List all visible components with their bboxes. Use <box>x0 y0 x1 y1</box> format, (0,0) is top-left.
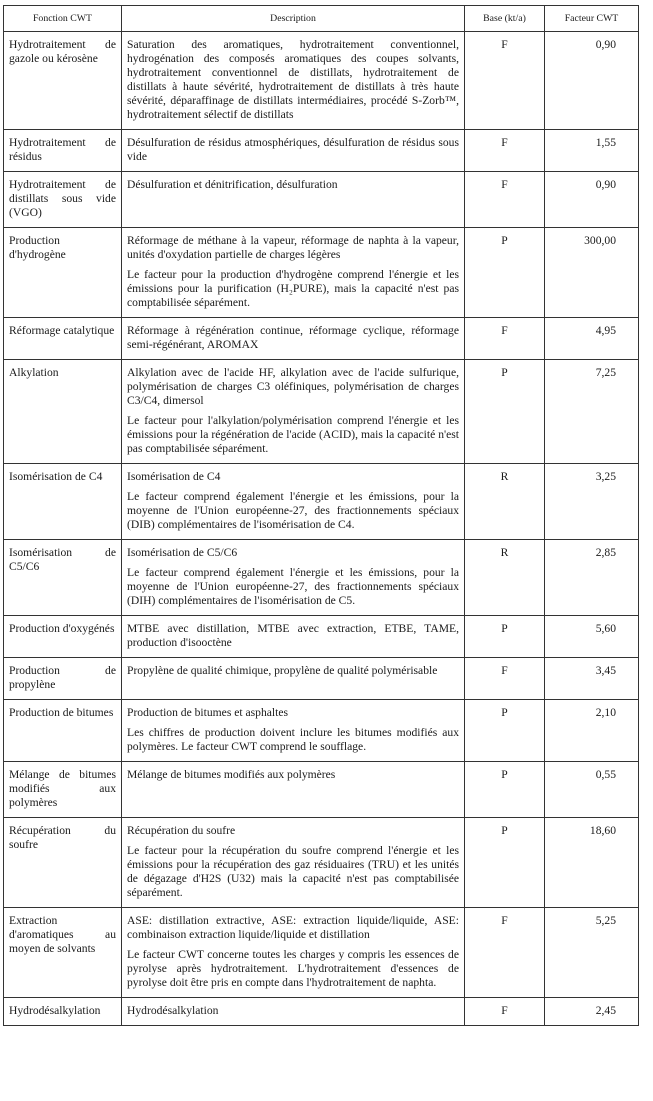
table-row <box>4 762 639 818</box>
description-paragraph: Mélange de bitumes modifiés aux polymères <box>127 768 336 781</box>
base-cell: F <box>465 658 545 700</box>
description-paragraph: Les chiffres de production doivent inclure les bitumes modifiés aux polymères. Le facteur CWT comprend le soufflage. <box>127 726 459 753</box>
base-cell: P <box>465 818 545 908</box>
base-cell: F <box>465 172 545 228</box>
cwt-function-cell: Hydrotraitement de gazole ou kérosène <box>4 32 122 130</box>
description-paragraph: Saturation des aromatiques, hydrotraitement conventionnel, hydrogénation des composés aromatiques des coupes solvants, hydrotraitement conventionnel de distillats, hydrotraitement de distillats à haute sévérité, hydrotraitement de distillats à très haute sévérité, déparaffinage de distillats intermédiaires, procédé S-Zorb™, hydrotraitement sélectif de distillats <box>127 38 459 121</box>
description-paragraph: Isomérisation de C4 <box>127 470 221 483</box>
description-paragraph: Le facteur pour l'alkylation/polymérisation comprend l'énergie et les émissions pour la régénération de l'acide (ACID), mais la capacité n'est pas comptabilisée séparément. <box>127 414 459 455</box>
table-header <box>4 6 639 32</box>
table-row <box>4 228 639 318</box>
description-paragraph: Le facteur comprend également l'énergie et les émissions, pour la moyenne de l'Union européenne-27, des fractionnements spéciaux (DIB) complémentaires de l'isomérisation de C4. <box>127 490 459 531</box>
cwt-function-cell: Isomérisation de C5/C6 <box>4 540 122 616</box>
table-row <box>4 540 639 616</box>
header-base: Base (kt/a) <box>465 6 545 32</box>
table-row <box>4 130 639 172</box>
description-paragraph: Le facteur pour la production d'hydrogène comprend l'énergie et les émissions pour la purification (H₂PURE), mais la capacité n'est pas comptabilisée séparément. <box>127 268 459 309</box>
header-factor: Facteur CWT <box>545 6 639 32</box>
cwt-factor-cell: 7,25 <box>545 360 639 464</box>
base-cell: P <box>465 616 545 658</box>
description-cell <box>122 360 465 464</box>
cwt-factor-cell: 1,55 <box>545 130 639 172</box>
cwt-factor-cell: 3,45 <box>545 658 639 700</box>
description-paragraph: Le facteur pour la récupération du soufre comprend l'énergie et les émissions pour la récupération des gaz résiduaires (TRU) et les unités de dégazage d'H2S (U32) mais la capacité n'est pas comptabilisée séparément. <box>127 844 459 899</box>
cwt-function-cell: Production de bitumes <box>4 700 122 762</box>
description-paragraph: Réformage à régénération continue, réformage cyclique, réformage semi-régénérant, AROMAX <box>127 324 459 351</box>
description-paragraph: Désulfuration et dénitrification, désulfuration <box>127 178 338 191</box>
cwt-function-cell: Alkylation <box>4 360 122 464</box>
table-row <box>4 318 639 360</box>
base-cell: P <box>465 360 545 464</box>
description-cell <box>122 658 465 700</box>
cwt-function-cell: Récupération du soufre <box>4 818 122 908</box>
cwt-factor-cell: 0,90 <box>545 172 639 228</box>
cwt-factor-cell: 18,60 <box>545 818 639 908</box>
base-cell: P <box>465 228 545 318</box>
cwt-factor-cell: 0,90 <box>545 32 639 130</box>
table-row <box>4 818 639 908</box>
description-cell <box>122 318 465 360</box>
cwt-factor-table <box>3 5 639 1026</box>
description-paragraph: Production de bitumes et asphaltes <box>127 706 288 719</box>
description-paragraph: Récupération du soufre <box>127 824 236 837</box>
base-cell: F <box>465 908 545 998</box>
table-row <box>4 908 639 998</box>
cwt-factor-cell: 300,00 <box>545 228 639 318</box>
description-paragraph: ASE: distillation extractive, ASE: extraction liquide/liquide, ASE: combinaison extraction liquide/liquide et distillation <box>127 914 459 941</box>
cwt-function-cell: Extraction d'aromatiques au moyen de solvants <box>4 908 122 998</box>
description-cell <box>122 616 465 658</box>
cwt-factor-cell: 3,25 <box>545 464 639 540</box>
cwt-factor-cell: 4,95 <box>545 318 639 360</box>
description-cell <box>122 228 465 318</box>
table-row <box>4 998 639 1026</box>
description-paragraph: Le facteur comprend également l'énergie et les émissions, pour la moyenne de l'Union européenne-27, des fractionnements spéciaux (DIH) complémentaires de l'isomérisation de C5. <box>127 566 459 607</box>
description-cell <box>122 998 465 1026</box>
description-paragraph: Propylène de qualité chimique, propylène de qualité polymérisable <box>127 664 438 677</box>
header-description: Description <box>122 6 465 32</box>
description-paragraph: Hydrodésalkylation <box>127 1004 219 1017</box>
cwt-function-cell: Hydrotraitement de résidus <box>4 130 122 172</box>
description-paragraph: Isomérisation de C5/C6 <box>127 546 238 559</box>
cwt-function-cell: Mélange de bitumes modifiés aux polymères <box>4 762 122 818</box>
cwt-function-cell: Réformage catalytique <box>4 318 122 360</box>
table-row <box>4 700 639 762</box>
description-paragraph: Alkylation avec de l'acide HF, alkylation avec de l'acide sulfurique, polymérisation de charges C3 oléfiniques, polymérisation de charges C3/C4, dimersol <box>127 366 459 407</box>
cwt-function-cell: Hydrotraitement de distillats sous vide (VGO) <box>4 172 122 228</box>
cwt-function-cell: Hydrodésalkylation <box>4 998 122 1026</box>
table-row <box>4 172 639 228</box>
base-cell: P <box>465 700 545 762</box>
table-row <box>4 658 639 700</box>
description-cell <box>122 130 465 172</box>
description-cell <box>122 464 465 540</box>
cwt-factor-cell: 2,10 <box>545 700 639 762</box>
cwt-factor-cell: 2,85 <box>545 540 639 616</box>
cwt-function-cell: Production de propylène <box>4 658 122 700</box>
cwt-function-cell: Isomérisation de C4 <box>4 464 122 540</box>
base-cell: F <box>465 32 545 130</box>
description-cell <box>122 32 465 130</box>
base-cell: F <box>465 318 545 360</box>
base-cell: P <box>465 762 545 818</box>
table-body <box>4 32 639 1026</box>
cwt-function-cell: Production d'hydrogène <box>4 228 122 318</box>
cwt-factor-cell: 0,55 <box>545 762 639 818</box>
description-paragraph: Le facteur CWT concerne toutes les charges y compris les essences de pyrolyse après hydrotraitement. L'hydrotraitement d'essences de pyrolyse doit être pris en compte dans l'hydrotraitement de naphta. <box>127 948 459 989</box>
table-row <box>4 32 639 130</box>
base-cell: F <box>465 998 545 1026</box>
base-cell: R <box>465 540 545 616</box>
description-cell <box>122 762 465 818</box>
cwt-factor-cell: 5,60 <box>545 616 639 658</box>
description-cell <box>122 908 465 998</box>
table-row <box>4 360 639 464</box>
cwt-function-cell: Production d'oxygénés <box>4 616 122 658</box>
header-function: Fonction CWT <box>4 6 122 32</box>
description-cell <box>122 700 465 762</box>
table-row <box>4 616 639 658</box>
description-paragraph: Désulfuration de résidus atmosphériques, désulfuration de résidus sous vide <box>127 136 459 163</box>
description-cell <box>122 818 465 908</box>
base-cell: R <box>465 464 545 540</box>
description-cell <box>122 540 465 616</box>
description-cell <box>122 172 465 228</box>
description-paragraph: MTBE avec distillation, MTBE avec extraction, ETBE, TAME, production d'isooctène <box>127 622 459 649</box>
table-row <box>4 464 639 540</box>
base-cell: F <box>465 130 545 172</box>
cwt-factor-cell: 2,45 <box>545 998 639 1026</box>
header-row <box>4 6 639 32</box>
description-paragraph: Réformage de méthane à la vapeur, réformage de naphta à la vapeur, unités d'oxydation partielle de charges légères <box>127 234 459 261</box>
cwt-factor-cell: 5,25 <box>545 908 639 998</box>
